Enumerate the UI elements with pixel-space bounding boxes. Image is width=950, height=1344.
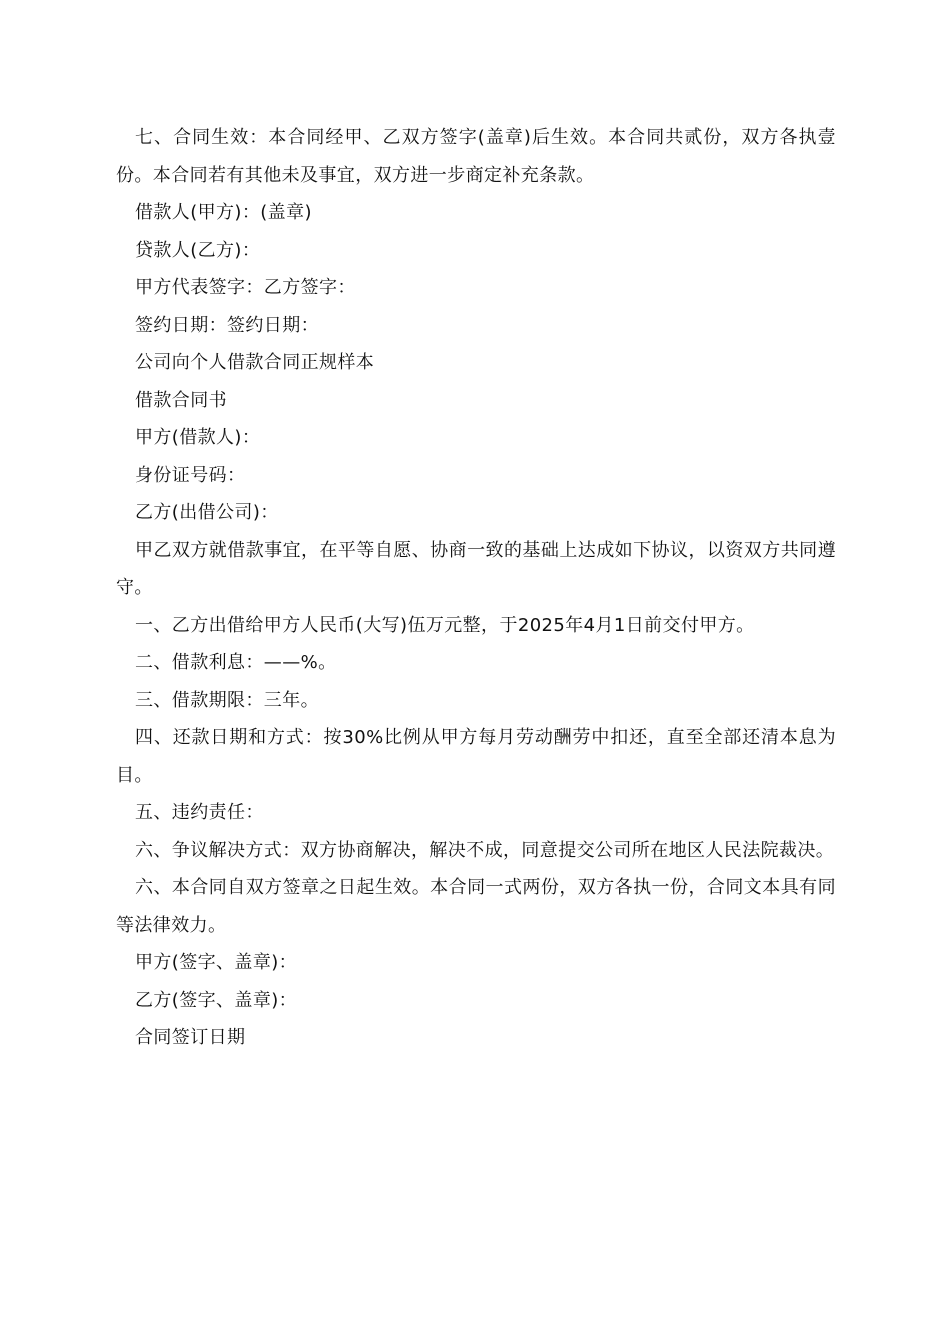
contract-date-line: 合同签订日期 bbox=[135, 1027, 246, 1048]
party-a-line: 甲方(借款人)： bbox=[135, 427, 261, 448]
clause-repayment: 四、还款日期和方式：按30%比例从甲方每月劳动酬劳中扣还，直至全部还清本息为目。 bbox=[116, 727, 836, 786]
clause-dispute: 六、争议解决方式：双方协商解决，解决不成，同意提交公司所在地区人民法院裁决。 bbox=[135, 839, 835, 861]
sample-title: 公司向个人借款合同正规样本 bbox=[135, 352, 375, 373]
clause-interest: 二、借款利息：——%。 bbox=[135, 652, 337, 673]
clause-loan-amount: 一、乙方出借给甲方人民币(大写)伍万元整，于2025年4月1日前交付甲方。 bbox=[135, 614, 755, 636]
borrower-seal-line: 借款人(甲方)：(盖章) bbox=[135, 202, 312, 223]
contract-title: 借款合同书 bbox=[135, 389, 227, 411]
clause-contract-effective: 七、合同生效：本合同经甲、乙双方签字(盖章)后生效。本合同共贰份，双方各执壹份。本合同若有其他未及事宜，双方进一步商定补充条款。 bbox=[116, 127, 836, 186]
document-body bbox=[116, 119, 836, 1057]
clause-liability: 五、违约责任： bbox=[135, 802, 264, 823]
party-b-line: 乙方(出借公司)： bbox=[135, 502, 279, 523]
signing-date-line: 签约日期：签约日期： bbox=[135, 314, 319, 336]
clause-term: 三、借款期限：三年。 bbox=[135, 689, 319, 711]
lender-line: 贷款人(乙方)： bbox=[135, 239, 261, 261]
agreement-preamble: 甲乙双方就借款事宜，在平等自愿、协商一致的基础上达成如下协议，以资双方共同遵守。 bbox=[116, 539, 836, 598]
clause-effective-copies: 六、本合同自双方签章之日起生效。本合同一式两份，双方各执一份，合同文本具有同等法律效力。 bbox=[116, 877, 836, 936]
party-a-signature: 甲方(签字、盖章)： bbox=[135, 952, 298, 973]
id-number-line: 身份证号码： bbox=[135, 464, 246, 486]
party-b-signature: 乙方(签字、盖章)： bbox=[135, 989, 298, 1011]
signature-line: 甲方代表签字：乙方签字： bbox=[135, 277, 356, 298]
